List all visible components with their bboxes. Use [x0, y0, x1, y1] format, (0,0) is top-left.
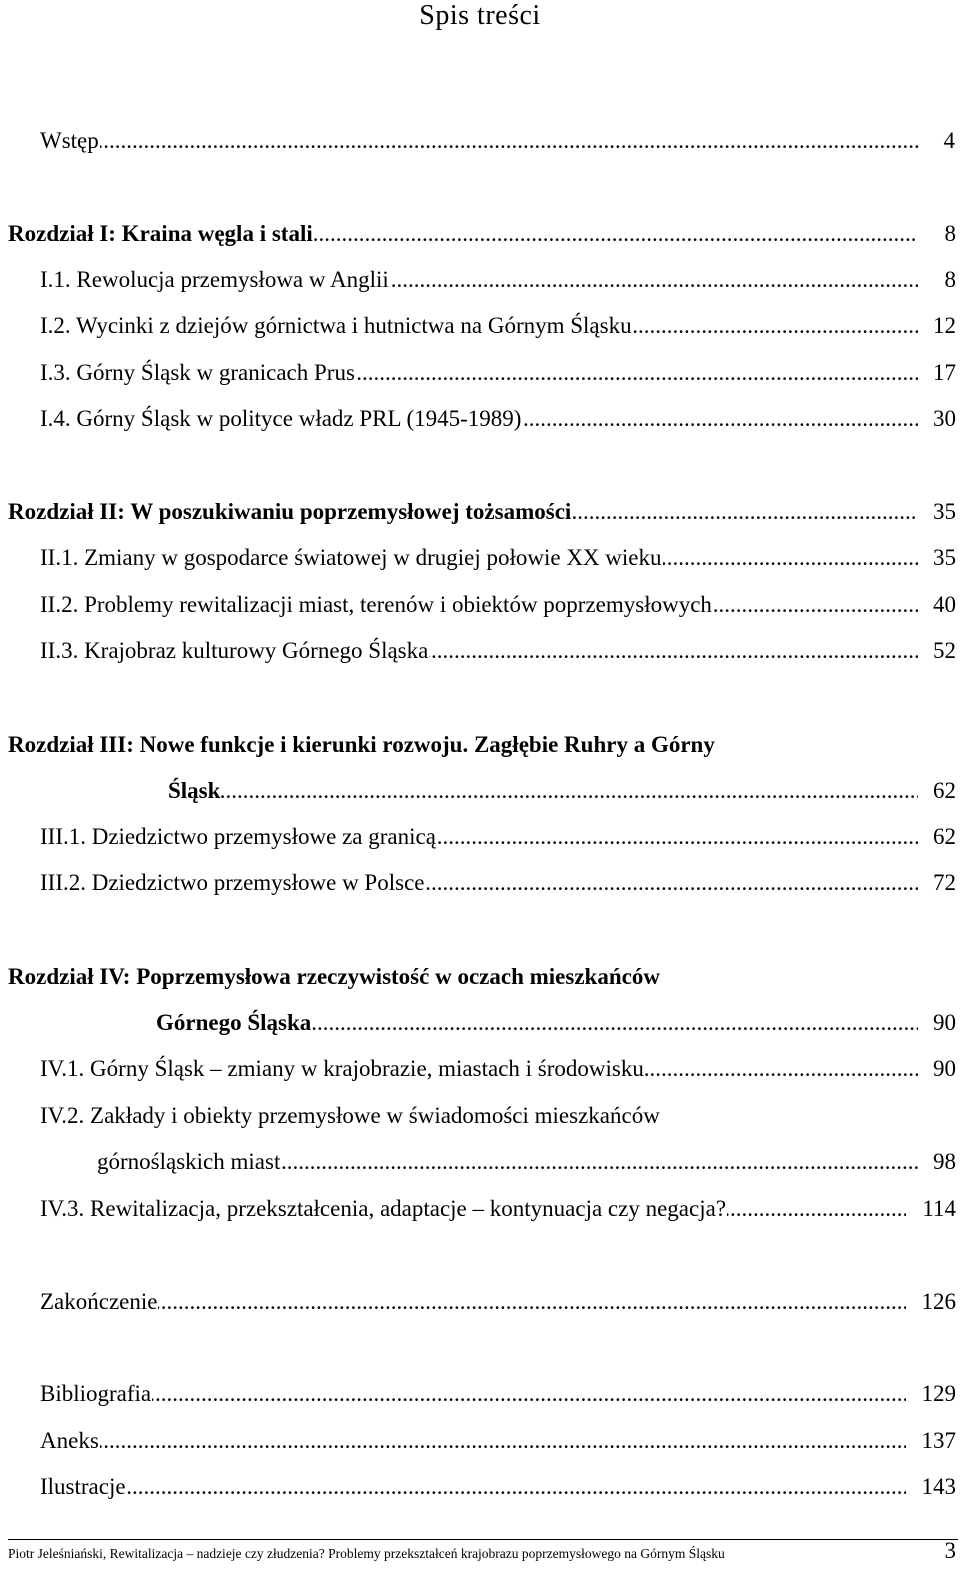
toc-entry-label: Rozdział I: Kraina węgla i stali: [8, 221, 313, 246]
toc-entry-page: 4: [943, 128, 955, 153]
toc-entry-ilustracje[interactable]: [40, 1472, 956, 1502]
toc-entry-2-2[interactable]: [40, 590, 955, 620]
toc-entry-page: 129: [921, 1381, 956, 1406]
toc-entry-label: I.2. Wycinki z dziejów górnictwa i hutnictwa na Górnym Śląsku: [40, 313, 632, 338]
toc-entry-1-2[interactable]: [40, 311, 955, 341]
toc-entry-label: Ilustracje: [40, 1474, 126, 1499]
toc-entry-1-3[interactable]: [40, 358, 955, 388]
dot-leader: [40, 1379, 906, 1409]
toc-entry-4-2-line1: IV.2. Zakłady i obiekty przemysłowe w świadomości mieszkańców: [40, 1103, 660, 1128]
dot-leader: [40, 1472, 906, 1502]
toc-entry-aneks[interactable]: [40, 1426, 956, 1456]
dot-leader: [40, 1426, 906, 1456]
toc-entry-4-1[interactable]: [40, 1054, 955, 1084]
toc-entry-chapter-4-line1: Rozdział IV: Poprzemysłowa rzeczywistość w oczach mieszkańców: [8, 964, 660, 989]
dot-leader: [168, 776, 918, 806]
toc-entry-page: 40: [933, 592, 956, 617]
toc-entry-page: 30: [933, 406, 956, 431]
toc-entry-page: 35: [933, 499, 956, 524]
toc-entry-label: II.2. Problemy rewitalizacji miast, terenów i obiektów poprzemysłowych: [40, 592, 712, 617]
toc-entry-1-1[interactable]: [40, 265, 955, 295]
toc-entry-chapter-4[interactable]: [156, 1008, 956, 1038]
toc-entry-2-1[interactable]: [40, 543, 955, 573]
toc-entry-wstep[interactable]: [40, 126, 955, 156]
toc-entry-bibliografia[interactable]: [40, 1379, 956, 1409]
toc-entry-4-3[interactable]: [40, 1194, 956, 1224]
toc-entry-label: Aneks: [40, 1428, 99, 1453]
toc-entry-page: 114: [922, 1196, 956, 1221]
toc-entry-chapter-2[interactable]: [8, 497, 958, 527]
toc-entry-label: Górnego Śląska: [156, 1010, 312, 1035]
toc-entry-label: I.3. Górny Śląsk w granicach Prus: [40, 360, 355, 385]
toc-entry-1-4[interactable]: [40, 404, 955, 434]
toc-entry-zakonczenie[interactable]: [40, 1287, 956, 1317]
toc-entry-label: III.2. Dziedzictwo przemysłowe w Polsce: [40, 870, 425, 895]
toc-entry-page: 52: [933, 638, 956, 663]
toc-entry-page: 72: [933, 870, 956, 895]
toc-entry-label: IV.1. Górny Śląsk – zmiany w krajobrazie, miastach i środowisku: [40, 1056, 644, 1081]
toc-entry-2-3[interactable]: [40, 636, 955, 666]
toc-entry-4-2[interactable]: [97, 1147, 955, 1177]
toc-entry-page: 62: [933, 824, 956, 849]
toc-entry-page: 8: [944, 267, 956, 292]
toc-entry-page: 98: [933, 1149, 956, 1174]
footer-rule: [8, 1539, 958, 1540]
toc-entry-label: Rozdział II: W poszukiwaniu poprzemysłowej tożsamości: [8, 499, 572, 524]
page-title: Spis treści: [419, 0, 541, 31]
toc-entry-label: II.1. Zmiany w gospodarce światowej w drugiej połowie XX wieku: [40, 545, 662, 570]
dot-leader: [40, 126, 920, 156]
footer-text: Piotr Jeleśniański, Rewitalizacja – nadzieje czy złudzenia? Problemy przekształceń krajobrazu poprzemysłowego na Górnym Śląsku: [8, 1546, 725, 1561]
toc-entry-label: I.1. Rewolucja przemysłowa w Anglii: [40, 267, 389, 292]
toc-entry-page: 12: [933, 313, 956, 338]
toc-entry-page: 8: [944, 221, 956, 246]
toc-entry-page: 35: [933, 545, 956, 570]
toc-entry-label: IV.3. Rewitalizacja, przekształcenia, adaptacje – kontynuacja czy negacja?: [40, 1196, 727, 1221]
page-number: 3: [944, 1538, 956, 1563]
toc-entry-label: Śląsk: [168, 778, 221, 803]
toc-entry-page: 90: [933, 1010, 956, 1035]
toc-entry-chapter-3-line1: Rozdział III: Nowe funkcje i kierunki rozwoju. Zagłębie Ruhry a Górny: [8, 732, 715, 757]
toc-entry-label: II.3. Krajobraz kulturowy Górnego Śląska: [40, 638, 429, 663]
toc-entry-page: 90: [933, 1056, 956, 1081]
toc-entry-3-1[interactable]: [40, 822, 955, 852]
toc-entry-label: III.1. Dziedzictwo przemysłowe za granicą: [40, 824, 436, 849]
dot-leader: [40, 1287, 906, 1317]
toc-entry-page: 17: [933, 360, 956, 385]
toc-entry-page: 126: [921, 1289, 956, 1314]
toc-entry-page: 143: [921, 1474, 956, 1499]
toc-entry-chapter-3[interactable]: [168, 776, 956, 806]
toc-entry-label: Zakończenie: [40, 1289, 158, 1314]
toc-entry-3-2[interactable]: [40, 868, 955, 898]
toc-entry-page: 137: [921, 1428, 956, 1453]
toc-entry-label: Wstęp: [40, 128, 99, 153]
toc-entry-chapter-1[interactable]: [8, 219, 958, 249]
toc-entry-label: górnośląskich miast: [97, 1149, 281, 1174]
toc-entry-label: Bibliografia: [40, 1381, 152, 1406]
toc-entry-label: I.4. Górny Śląsk w polityce władz PRL (1945-1989): [40, 406, 522, 431]
toc-entry-page: 62: [933, 778, 956, 803]
